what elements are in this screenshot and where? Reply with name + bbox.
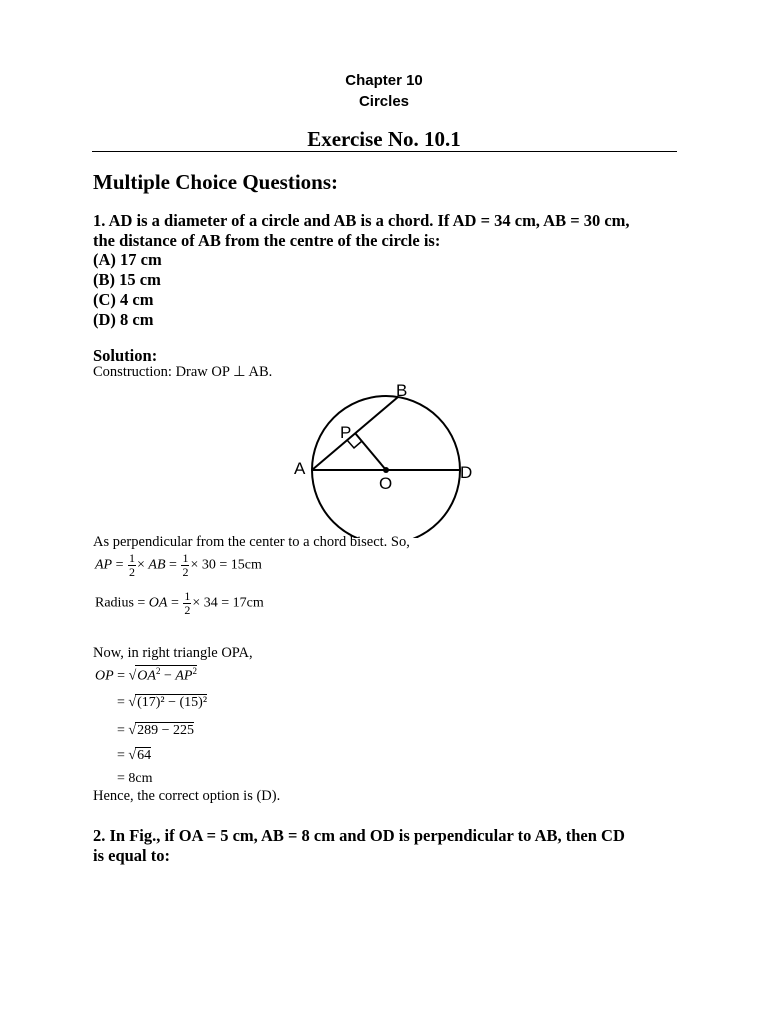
question-2-line-1: 2. In Fig., if OA = 5 cm, AB = 8 cm and OD is perpendicular to AB, then CD [93,826,625,845]
op-symbol: OP [95,668,114,684]
construction-text: Construction: Draw OP ⊥ AB. [93,364,273,380]
radius-result: × 34 = 17cm [192,595,264,611]
conclusion-text: Hence, the correct option is (D). [93,788,281,804]
op-equation: OP = $√OA^2 - AP^2$ [95,666,197,684]
label-a: A [294,459,306,478]
oa-symbol: OA [148,595,168,611]
ap-symbol: AP [95,557,113,573]
step-3-radicand: 289 − 225 [137,723,194,738]
label-d: D [460,463,473,482]
ab-symbol: AB [148,557,166,573]
ap-equation: AP = $\frac{1}{2}$ × AB = $\frac{1}{2}$ × 30 = 15cm [95,551,262,579]
fraction-half: $\frac{1}{2}$ [182,551,189,579]
label-o: O [379,474,393,493]
question-1-line-1: 1. AD is a diameter of a circle and AB is a chord. If AD = 34 cm, AB = 30 cm, [93,211,630,230]
option-d: (D) 8 cm [93,310,154,329]
option-b: (B) 15 cm [93,270,161,289]
step-2: = √(17)² − (15)² [117,695,208,710]
section-heading: Multiple Choice Questions: [93,170,338,194]
step-3: = √289 − 225 [117,723,194,738]
radius-label: Radius = [95,595,149,611]
exercise-title: Exercise No. 10.1 [307,127,461,151]
option-c: (C) 4 cm [93,290,154,309]
segment-op [355,433,386,470]
label-p: P [340,423,352,442]
solution-heading: Solution: [93,346,158,365]
question-2-line-2: is equal to: [93,846,171,865]
chapter-title: Circles [358,93,410,110]
step-4-radicand: 64 [137,748,152,763]
option-a: (A) 17 cm [93,250,162,269]
chapter-number: Chapter 10 [345,72,423,89]
radius-equation: Radius = OA = $\frac{1}{2}$ × 34 = 17cm [95,589,264,617]
circle-diagram [290,378,490,538]
title-divider [92,151,677,152]
ap-result: × 30 = 15cm [190,557,262,573]
bisect-text: As perpendicular from the center to a chord bisect. So, [93,534,410,550]
fraction-half: $\frac{1}{2}$ [184,589,191,617]
step-2-radicand: (17)² − (15)² [137,695,208,710]
fraction-half: $\frac{1}{2}$ [129,551,136,579]
label-b: B [396,381,408,400]
center-point [383,467,389,473]
question-1-line-2: the distance of AB from the centre of the circle is: [93,231,441,250]
step-4: = √64 [117,748,152,763]
right-triangle-text: Now, in right triangle OPA, [93,645,253,661]
step-5: = 8cm [117,771,153,786]
